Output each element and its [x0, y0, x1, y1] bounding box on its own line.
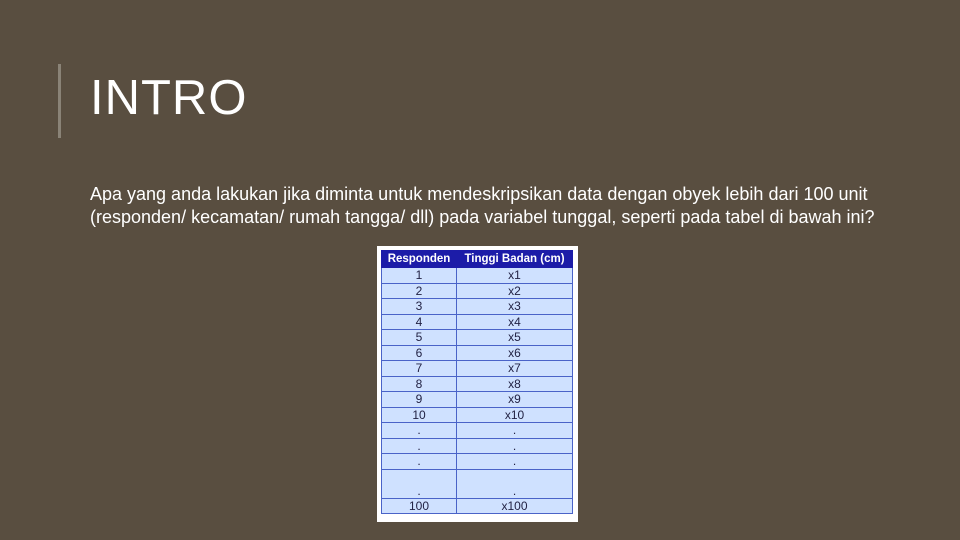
- table-cell: x7: [457, 361, 573, 377]
- table-row: [382, 283, 573, 299]
- table-cell: .: [382, 438, 457, 454]
- table-cell: .: [457, 423, 573, 439]
- table-cell: .: [457, 469, 573, 498]
- table-row: [382, 330, 573, 346]
- table-row: [382, 454, 573, 470]
- table-header-responden: Responden: [382, 251, 457, 268]
- table-cell: 5: [382, 330, 457, 346]
- table-cell: 10: [382, 407, 457, 423]
- table-cell: .: [382, 423, 457, 439]
- table-row: [382, 392, 573, 408]
- title-accent-bar: [58, 64, 61, 138]
- table-row: [382, 268, 573, 284]
- table-row: [382, 469, 573, 498]
- table-cell: x6: [457, 345, 573, 361]
- table-cell: .: [457, 438, 573, 454]
- table-cell: x2: [457, 283, 573, 299]
- table-row: [382, 376, 573, 392]
- table-cell: .: [457, 454, 573, 470]
- table-cell: 4: [382, 314, 457, 330]
- table-cell: 3: [382, 299, 457, 315]
- table-cell: 1: [382, 268, 457, 284]
- slide-title: INTRO: [90, 71, 248, 125]
- table-cell: x1: [457, 268, 573, 284]
- table-cell: x9: [457, 392, 573, 408]
- table-row: [382, 314, 573, 330]
- table-row: [382, 498, 573, 514]
- data-table: [381, 250, 573, 514]
- table-cell: x8: [457, 376, 573, 392]
- table-cell: 8: [382, 376, 457, 392]
- table-cell: .: [382, 454, 457, 470]
- slide-body-text: Apa yang anda lakukan jika diminta untuk mendeskripsikan data dengan obyek lebih dari 100 unit (responden/ kecamatan/ rumah tangga/ dll) pada variabel tunggal, seperti pada tabel di bawah ini?: [90, 184, 875, 227]
- table-row: [382, 299, 573, 315]
- table-cell: 6: [382, 345, 457, 361]
- table-cell: x4: [457, 314, 573, 330]
- table-cell: 2: [382, 283, 457, 299]
- table-row: [382, 423, 573, 439]
- table-cell: x100: [457, 498, 573, 514]
- table-cell: x10: [457, 407, 573, 423]
- table-cell: 100: [382, 498, 457, 514]
- table-row: [382, 345, 573, 361]
- table-cell: 7: [382, 361, 457, 377]
- table-row: [382, 438, 573, 454]
- table-row: [382, 407, 573, 423]
- table-cell: 9: [382, 392, 457, 408]
- data-table-image: [377, 246, 578, 522]
- table-cell: x3: [457, 299, 573, 315]
- table-cell: x5: [457, 330, 573, 346]
- table-header-row: [382, 251, 573, 268]
- table-row: [382, 361, 573, 377]
- table-header-tinggi-badan: Tinggi Badan (cm): [457, 251, 573, 268]
- table-cell: .: [382, 469, 457, 498]
